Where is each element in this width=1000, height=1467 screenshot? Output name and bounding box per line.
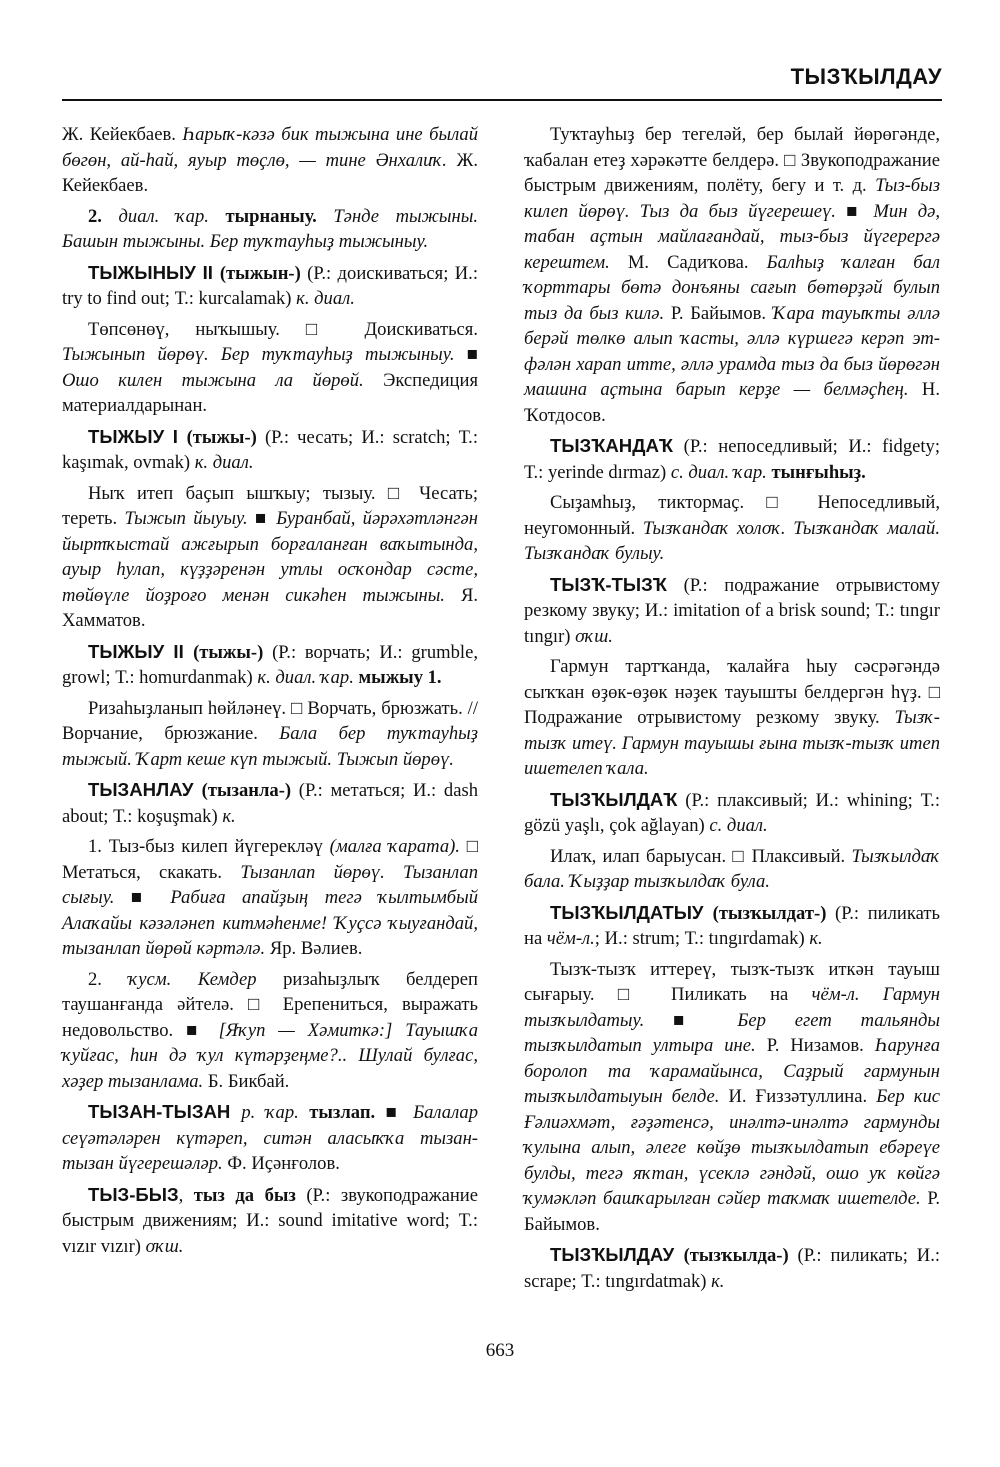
dictionary-paragraph xyxy=(524,844,940,895)
headword: ТЫЗҠЫЛДАТЫУ xyxy=(550,901,713,923)
dictionary-paragraph xyxy=(524,490,940,567)
text-run: Тызҡ-тызҡ итеү. Гармун тауышы ғына тызҡ-тызҡ итеп ишетелеп ҡала. xyxy=(524,707,940,779)
text-run: (Р.: чесать; И.: scratch; Т.: kaşımak, ovmak) xyxy=(62,426,478,473)
text-run: Балалар сеүәтәләрен күтәреп, ситән аласыҡҡа тызан-тызан йүгерешәләр. xyxy=(62,1102,478,1174)
text-run: Бала бер туҡтауһыҙ тыжый. Ҡарт кеше күп тыжый. Тыжып йөрөү. xyxy=(62,723,478,770)
text-run: Гармун тартҡанда, ҡалайға һыу сәсрәгәндә сыҡҡан өҙөк-өҙөк нәҙек тауышты белдергән һүҙ. □ Подражание отрывистому резкому звуку. xyxy=(524,656,940,728)
text-run: Мин дә, табан аҫтын майлағандай, тыз-быз йүгерергә керештем. xyxy=(524,200,941,273)
text-run: Р. Байымов. xyxy=(524,1188,940,1235)
right-column xyxy=(524,122,940,1299)
dictionary-paragraph xyxy=(524,433,940,485)
dictionary-paragraph xyxy=(62,834,478,962)
dictionary-paragraph xyxy=(62,639,478,691)
text-run: Рабиға апайҙың тегә ҡылтымбый Алаҡайы кәзәләнеп китмәһенме! Ҡуҫсә ҡыуғандай, тызанлап йөрөй кәртәлә. xyxy=(62,887,478,959)
dictionary-paragraph xyxy=(62,424,478,476)
text-run: 2. xyxy=(88,968,129,990)
page-number: 663 xyxy=(485,1340,515,1361)
text-run: с. диал. ҡар. xyxy=(670,461,767,483)
dictionary-paragraph xyxy=(62,967,478,1095)
text-run: тынғыһыҙ. xyxy=(766,461,866,483)
text-run: (Р.: подражание отрывистому резкому звуку; И.: imitation of a brisk sound; Т.: tıngır tıngır) xyxy=(524,574,940,647)
text-run: оҡш. xyxy=(575,625,613,647)
headword: ТЫЗҠАНДАҠ xyxy=(550,435,674,456)
text-run: Тәнде тыжыны. Башын тыжыны. Бер туҡтауһыҙ тыжыныу. xyxy=(62,205,478,252)
text-run: тыз да быз xyxy=(193,1184,296,1206)
text-run: ■ xyxy=(835,200,874,222)
dictionary-paragraph xyxy=(524,957,940,1238)
text-run: Ныҡ итеп баҫып ышҡыу; тызыу. □ Чесать; тереть. xyxy=(62,482,478,529)
text-run: (тыжы-) xyxy=(186,426,257,448)
text-run: Тызҡандаҡ холоҡ. Тызҡандаҡ малай. Тызҡандаҡ булыу. xyxy=(524,517,940,564)
text-run: (Р.: плаксивый; И.: whining; Т.: gözü yaşlı, çok ağlayan) xyxy=(524,789,940,836)
headword: ТЫЗҠЫЛДАҠ xyxy=(550,788,678,810)
text-run: (тызҡылда-) xyxy=(683,1245,789,1266)
dictionary-paragraph xyxy=(524,900,940,952)
text-run: Төпсөнөү, ныҡышыу. □ Доискиваться. xyxy=(88,318,478,340)
text-run: , xyxy=(178,1184,194,1206)
text-run: 2. xyxy=(88,205,119,227)
text-run: (Р.: звукоподражание быстрым движениям; И.: sound imitative word; Т.: vızır vızır) xyxy=(62,1184,478,1257)
text-run: Б. Бикбай. xyxy=(203,1070,290,1092)
running-head: ТЫЗҠЫЛДАУ xyxy=(790,64,942,89)
headword: ТЫЗ-БЫЗ xyxy=(88,1183,179,1205)
dictionary-paragraph xyxy=(62,122,478,199)
text-run: (Р.: непоседливый; И.: fidgety; Т.: yerinde dırmaz) xyxy=(524,436,940,483)
text-run: (Р.: пиликать; И.: scrape; Т.: tıngırdatmak) xyxy=(524,1245,941,1292)
text-run: ■ xyxy=(375,1102,414,1123)
headword: ТЫЗҠЫЛДАУ xyxy=(550,1244,684,1265)
text-run: Тызҡылдаҡ бала. Ҡыҙҙар тызҡылдаҡ була. xyxy=(524,845,940,892)
dictionary-paragraph xyxy=(62,317,478,419)
text-run: к. диал. ҡар. xyxy=(257,667,354,688)
text-run: Балһыҙ ҡалған бал ҡорттары бөтә донъяны сағып бөтөрҙәй булып тыз да быз килә. xyxy=(524,251,940,324)
text-run: к. диал. xyxy=(194,452,254,473)
text-run: к. xyxy=(809,928,823,949)
text-run: Я. Хамматов. xyxy=(62,584,478,631)
text-run: [Яҡуп — Хәмиткә:] Тауышҡа ҡуйғас, һин дә ҡул күтәрҙеңме?.. Шулай булғас, хәҙер тызанлама. xyxy=(62,1019,479,1092)
text-run: к. xyxy=(222,805,236,827)
headword: ТЫЗҠ-ТЫЗҠ xyxy=(550,573,667,595)
text-run: (Р.: метаться; И.: dash about; Т.: koşuşmak) xyxy=(62,780,478,827)
text-run: Тыжынып йөрөү. Бер туҡтауһыҙ тыжыныу. xyxy=(62,344,455,365)
text-run: М. Садиҡова. xyxy=(609,251,767,273)
dictionary-paragraph xyxy=(524,787,940,839)
dictionary-paragraph xyxy=(62,1182,478,1260)
text-run: Һарыҡ-кәзә бик тыжына ине былай бөгөн, ай-һай, яуыр төҫлө, — тине Әнхалиҡ. xyxy=(62,124,478,171)
text-run: Туҡтауһыҙ бер тегеләй, бер былай йөрөгәнде, ҡабалан етеҙ хәрәкәтте белдерә. □ Звукоподражание быстрым движениям, полёту, бегу и т. д. xyxy=(524,124,940,196)
text-run: р. ҡар. xyxy=(241,1102,299,1123)
text-run: 1. Тыз-быз килеп йүгерекләү xyxy=(88,836,330,857)
dictionary-paragraph xyxy=(524,572,940,650)
text-run: Ж. Кейекбаев. xyxy=(62,149,478,196)
text-run: ■ xyxy=(454,344,478,365)
text-run: (тыжы-) xyxy=(193,641,264,663)
dictionary-paragraph xyxy=(524,122,940,428)
text-run: ■ xyxy=(114,887,171,908)
text-run: Ошо килен тыжына ла йөрөй. xyxy=(62,369,364,391)
dictionary-paragraph xyxy=(524,1242,940,1294)
text-run: □ Метаться, скакать. xyxy=(62,836,478,883)
text-run: ризаһыҙлыҡ белдереп таушанғанда әйтелә. □ Ерепениться, выражать недовольство. ■ xyxy=(62,968,479,1041)
text-run: ■ xyxy=(644,1009,738,1031)
text-run: (тызҡылдат-) xyxy=(712,902,827,924)
text-run: ; И.: strum; Т.: tıngırdamak) xyxy=(594,928,810,949)
dictionary-paragraph xyxy=(524,654,940,782)
text-run: тызлап. xyxy=(298,1102,376,1123)
headword: ТЫЖЫУ I xyxy=(88,425,187,447)
text-run: И. Ғиззәтуллина. xyxy=(719,1086,877,1107)
text-run: (малға ҡарата). xyxy=(329,836,460,857)
text-run: чём-л. xyxy=(546,928,595,949)
text-run: Яр. Вәлиев. xyxy=(265,938,363,959)
text-run: чём-л. Гармун тызҡылдатыу. xyxy=(524,984,940,1031)
text-run: мыжыу 1. xyxy=(353,667,442,688)
text-run: Илаҡ, илап барыусан. □ Плаксивый. xyxy=(550,845,852,867)
text-run: Буранбай, йәрәхәтләнгән йыртҡыстай ажғырып борғаланған ваҡытында, ауыр һулап, күҙҙәренән утлы осҡондар сәсте, төйөүле йоҙроғо менән сикәһен тыжыны. xyxy=(62,508,478,606)
text-run: (тыжын-) xyxy=(219,262,301,284)
headword: ТЫЖЫУ II xyxy=(88,640,194,662)
headword: ТЫЗАН-ТЫЗАН xyxy=(88,1101,242,1122)
text-run: Ж. Кейекбаев. xyxy=(62,124,183,145)
text-run: Н. Ҡотдосов. xyxy=(524,379,940,426)
dictionary-paragraph xyxy=(62,1099,478,1177)
text-run: Ф. Иҫәнғолов. xyxy=(222,1153,340,1174)
headword: ТЫЖЫНЫУ II xyxy=(88,261,220,283)
text-run: Ҡара тауыҡты әллә берәй төлкө алып ҡасты, әллә күршегә керәп эт-фәлән харап итте, әллә урамда тыз да быз йөрөгән машина аҫтына барып керҙе — белмәҫһең. xyxy=(524,302,940,400)
text-run: к. xyxy=(711,1270,725,1292)
left-column xyxy=(62,122,478,1264)
dictionary-paragraph xyxy=(62,260,478,312)
text-run: Тызанлап йөрөү. Тызанлап сығыу. xyxy=(62,861,478,908)
text-run: (Р.: ворчать; И.: grumble, growl; Т.: homurdanmak) xyxy=(62,641,478,688)
header-rule xyxy=(62,99,942,101)
text-run: Р. Байымов. xyxy=(664,302,773,324)
text-run: ҡусм. Кемдер xyxy=(128,968,257,990)
text-run: ■ xyxy=(247,508,277,529)
text-run: к. диал. xyxy=(296,288,355,309)
text-run: Һарунға боролоп та ҡарамайынса, Саҙрый гармунын тызҡылдатыуын белде. xyxy=(524,1035,941,1107)
text-run: Бер егет тальянды тызҡылдатып ултыра ине. xyxy=(524,1009,940,1056)
text-run: (тызанла-) xyxy=(201,780,292,801)
dictionary-paragraph xyxy=(62,777,478,829)
text-run: диал. ҡар. xyxy=(118,205,209,227)
text-run: (Р.: доискиваться; И.: try to find out; Т.: kurcalamak) xyxy=(62,262,478,309)
text-run: (Р.: пиликать на xyxy=(524,902,940,949)
text-run: Тыз-быз килеп йөрөү. Тыз да быз йүгерешеү. xyxy=(524,175,940,222)
text-run: Ризаһыҙланып һөйләнеү. □ Ворчать, брюзжать. // Ворчание, брюзжание. xyxy=(62,697,478,744)
text-run: Р. Низамов. xyxy=(755,1035,875,1056)
dictionary-paragraph xyxy=(62,696,478,773)
dictionary-paragraph xyxy=(62,481,478,634)
text-run: оҡш. xyxy=(145,1235,184,1257)
text-run: с. диал. xyxy=(709,815,768,836)
dictionary-paragraph xyxy=(62,204,478,255)
text-run: Бер кис Ғәлиәхмәт, ғәҙәтенсә, инәлтә-инәлтә гармунды ҡулына алып, әлеге көйҙө тызҡылдатып ебәреүе булды, тегә яҡтан, үсеклә гәндәй, ошо уҡ көйгә ҡумәкләп башҡарылған сәйер таҡмаҡ ишетелде. xyxy=(524,1086,940,1209)
text-run: тырнаныу. xyxy=(208,205,334,227)
text-run: Сыҙамһыҙ, тиктормаҫ. □ Непоседливый, неугомонный. xyxy=(524,492,940,539)
text-run: Тызҡ-тызҡ иттереү, тызҡ-тызҡ иткән тауыш сығарыу. □ Пиликать на xyxy=(524,958,940,1005)
headword: ТЫЗАНЛАУ xyxy=(88,779,202,800)
text-run: Тыжып йыуыу. xyxy=(124,508,248,529)
text-run: Экспедиция материалдарынан. xyxy=(62,369,478,416)
